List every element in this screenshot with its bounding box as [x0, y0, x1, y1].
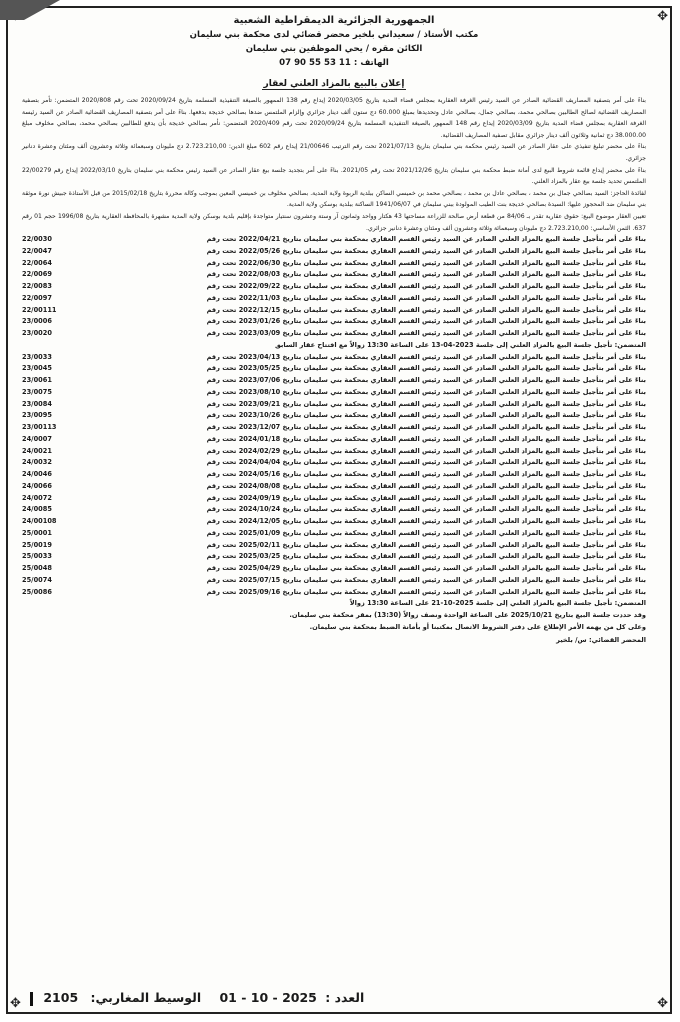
corner-ornament-icon: ✥	[657, 996, 668, 1011]
entry-text: المتضمن: تأجيل جلسة البيع بالمزاد العلني إلى جلسة 2025-10-21 على الساعة 13:30 زوالاً	[349, 599, 646, 608]
entry-text: بناءً على أمر بتأجيل جلسة البيع بالمزاد العلني الصادر عن السيد رئيس القسم العقاري بمحكمة بني سليمان بتاريخ 2022/11/03 تحت رقم	[206, 293, 646, 302]
list-item	[22, 575, 646, 587]
entry-text: بناءً على أمر بتأجيل جلسة البيع بالمزاد العلني الصادر عن السيد رئيس القسم العقاري بمحكمة بني سليمان بتاريخ 2023/05/25 تحت رقم	[206, 364, 646, 373]
phone-number: 07 90 55 53 11	[279, 58, 351, 68]
list-item	[22, 316, 646, 328]
entry-text: بناءً على أمر بتأجيل جلسة البيع بالمزاد العلني الصادر عن السيد رئيس القسم العقاري بمحكمة بني سليمان بتاريخ 2024/09/19 تحت رقم	[206, 493, 646, 502]
bailiff-office: مكتب الأستاذ / سعيداني بلخير محضر قضائي لدى محكمة بني سليمان	[189, 30, 479, 40]
entry-text: بناءً على أمر بتأجيل جلسة البيع بالمزاد العلني الصادر عن السيد رئيس القسم العقاري بمحكمة بني سليمان بتاريخ 2022/12/15 تحت رقم	[206, 305, 646, 314]
corner-ornament-icon: ✥	[10, 996, 21, 1011]
entry-number: 23/0020	[22, 329, 52, 338]
entry-number: 24/0007	[22, 434, 52, 443]
entry-number: 24/0085	[22, 505, 52, 514]
list-item	[22, 528, 646, 540]
list-item	[22, 258, 646, 270]
entry-number: 24/0046	[22, 470, 52, 479]
entry-text: بناءً على أمر بتأجيل جلسة البيع بالمزاد العلني الصادر عن السيد رئيس القسم العقاري بمحكمة بني سليمان بتاريخ 2025/02/11 تحت رقم	[206, 540, 646, 549]
list-item	[22, 387, 646, 399]
entry-text: بناءً على أمر بتأجيل جلسة البيع بالمزاد العلني الصادر عن السيد رئيس القسم العقاري بمحكمة بني سليمان بتاريخ 2024/02/29 تحت رقم	[206, 446, 646, 455]
entry-text: بناءً على أمر بتأجيل جلسة البيع بالمزاد العلني الصادر عن السيد رئيس القسم العقاري بمحكمة بني سليمان بتاريخ 2024/08/08 تحت رقم	[206, 481, 646, 490]
list-item	[22, 563, 646, 575]
list-item	[22, 551, 646, 563]
entry-text: بناءً على أمر بتأجيل جلسة البيع بالمزاد العلني الصادر عن السيد رئيس القسم العقاري بمحكمة بني سليمان بتاريخ 2022/06/30 تحت رقم	[206, 258, 646, 267]
entry-text: بناءً على أمر بتأجيل جلسة البيع بالمزاد العلني الصادر عن السيد رئيس القسم العقاري بمحكمة بني سليمان بتاريخ 2023/08/10 تحت رقم	[206, 387, 646, 396]
entry-text: بناءً على أمر بتأجيل جلسة البيع بالمزاد العلني الصادر عن السيد رئيس القسم العقاري بمحكمة بني سليمان بتاريخ 2025/04/29 تحت رقم	[206, 564, 646, 573]
entry-number: 22/0083	[22, 282, 52, 291]
entry-number: 23/0033	[22, 352, 52, 361]
entry-text: بناءً على أمر بتأجيل جلسة البيع بالمزاد العلني الصادر عن السيد رئيس القسم العقاري بمحكمة بني سليمان بتاريخ 2022/09/22 تحت رقم	[206, 282, 646, 291]
entry-text: بناءً على أمر بتأجيل جلسة البيع بالمزاد العلني الصادر عن السيد رئيس القسم العقاري بمحكمة بني سليمان بتاريخ 2023/10/26 تحت رقم	[206, 411, 646, 420]
entry-number: 24/00108	[22, 517, 57, 526]
list-item	[22, 422, 646, 434]
entry-text: بناءً على أمر بتأجيل جلسة البيع بالمزاد العلني الصادر عن السيد رئيس القسم العقاري بمحكمة بني سليمان بتاريخ 2025/01/09 تحت رقم	[206, 528, 646, 537]
entry-text: بناءً على أمر بتأجيل جلسة البيع بالمزاد العلني الصادر عن السيد رئيس القسم العقاري بمحكمة بني سليمان بتاريخ 2024/12/05 تحت رقم	[206, 517, 646, 526]
entry-number: 25/0001	[22, 528, 52, 537]
intro-paragraph: تعيين العقار موضوع البيع: حقوق عقارية تقدر بـ 84/06 من قطعة أرض صالحة للزراعة مساحتها 43 هكتار وواحد وثمانون آر وستة وعشرون سنتيار متواجدة بإقليم بلدية بوسكن ولاية المدية مشهرة بالمحافظة العقارية بتاريخ 1996/08 حجم 01 رقم 637. الثمن الأساسي: 2.723.210,00 دج مليونان وسبعمائة وثلاثة وعشرون ألف ومئتان وعشرة دنانير جزائري.	[22, 212, 646, 232]
entry-number: 23/0006	[22, 317, 52, 326]
list-item	[22, 446, 646, 458]
entry-number: 22/0097	[22, 293, 52, 302]
list-item	[22, 375, 646, 387]
entry-number: 23/0075	[22, 387, 52, 396]
entry-text: بناءً على أمر بتأجيل جلسة البيع بالمزاد العلني الصادر عن السيد رئيس القسم العقاري بمحكمة بني سليمان بتاريخ 2022/08/03 تحت رقم	[206, 270, 646, 279]
entry-text: بناءً على أمر بتأجيل جلسة البيع بالمزاد العلني الصادر عن السيد رئيس القسم العقاري بمحكمة بني سليمان بتاريخ 2023/12/07 تحت رقم	[206, 423, 646, 432]
list-item	[22, 352, 646, 364]
entry-number: 24/0032	[22, 458, 52, 467]
entry-number: 24/0066	[22, 481, 52, 490]
list-item	[22, 328, 646, 340]
list-item	[22, 504, 646, 516]
entry-number: 25/0019	[22, 540, 52, 549]
phone-label: الهاتف :	[353, 58, 389, 68]
entry-text: بناءً على أمر بتأجيل جلسة البيع بالمزاد العلني الصادر عن السيد رئيس القسم العقاري بمحكمة بني سليمان بتاريخ 2025/03/25 تحت رقم	[206, 552, 646, 561]
intro-paragraph: بناءً على أمر بتصفية المصاريف القضائية الصادر عن السيد رئيس الغرفة العقارية بمجلس قضاء المدية بتاريخ 2020/03/05 إيداع رقم 138 الممهور بالصيغة التنفيذية المسلمة بتاريخ 2020/09/24 تحت رقم 2020/808 المتضمن: تأمر بتصفية المصاريف القضائية لصالح الطالبين بصالحي محمد، بصالحي جمال، بصالحي عادل وتحديدها بمبلغ 60.000 دج ستون ألف دينار جزائري وإلزام الملتمس ضدها بصالحي خديجة بدفعها. بناءً على أمر بتصفية المصاريف القضائية الصادر عن السيد رئيسة الغرفة العقارية بمجلس قضاء المدية بتاريخ 2020/03/09 إيداع رقم 148 الممهور بالصيغة التنفيذية المسلمة بتاريخ 2020/09/24 تحت رقم 2020/409 المتضمن: نأمر بصالحي خديجة بأن يدفع للطالبين بصالحي محمد، بصالحي مخلوف مبلغ 38.000.00 دج ثمانية وثلاثون ألف دينار جزائري مقابل تصفية المصاريف القضائية.	[22, 97, 647, 139]
entry-text: بناءً على أمر بتأجيل جلسة البيع بالمزاد العلني الصادر عن السيد رئيس القسم العقاري بمحكمة بني سليمان بتاريخ 2024/04/04 تحت رقم	[206, 458, 646, 467]
intro-paragraph: بناءً على محضر تبليغ تنفيذي على عقار الصادر عن السيد رئيس محكمة بني سليمان بتاريخ 2021/07/13 تحت رقم الترتيب 21/00646 إيداع رقم 602 مبلغ الدين: 2.723.210,00 دج مليونان وسبعمائة وثلاثة وعشرون ألف ومئتان وعشرة دنانير جزائري.	[22, 143, 647, 162]
issue-number-label: العدد :	[325, 990, 365, 1005]
entry-text: بناءً على أمر بتأجيل جلسة البيع بالمزاد العلني الصادر عن السيد رئيس القسم العقاري بمحكمة بني سليمان بتاريخ 2023/09/21 تحت رقم	[206, 399, 646, 408]
list-item	[22, 469, 646, 481]
entry-number: 23/0045	[22, 364, 52, 373]
list-item	[22, 587, 646, 599]
footer-bar	[30, 992, 33, 1006]
list-item	[22, 246, 646, 258]
entry-number: 23/0084	[22, 399, 52, 408]
entry-text: بناءً على أمر بتأجيل جلسة البيع بالمزاد العلني الصادر عن السيد رئيس القسم العقاري بمحكمة بني سليمان بتاريخ 2025/07/15 تحت رقم	[206, 575, 646, 584]
list-item	[22, 434, 646, 446]
list-item	[22, 305, 646, 317]
list-item	[22, 363, 646, 375]
entry-number: 25/0033	[22, 552, 52, 561]
newspaper-name: الوسيط المغاربي:	[90, 990, 202, 1005]
list-item	[22, 399, 646, 411]
entry-number: 23/0095	[22, 411, 52, 420]
newspaper-footer	[30, 990, 650, 1010]
entry-text: المتضمن: تأجيل جلسة البيع بالمزاد العلني إلى جلسة 2023-04-13 على الساعة 13:30 زوالاً مع افتتاح عقار السابق	[274, 340, 646, 349]
entry-text: بناءً على أمر بتأجيل جلسة البيع بالمزاد العلني الصادر عن السيد رئيس القسم العقاري بمحكمة بني سليمان بتاريخ 2022/04/21 تحت رقم	[206, 235, 646, 244]
entry-number: 25/0086	[22, 587, 52, 596]
list-item	[22, 457, 646, 469]
phone-line	[22, 56, 646, 71]
entry-number: 22/0030	[22, 235, 52, 244]
list-item	[22, 293, 646, 305]
entry-number: 25/0074	[22, 575, 52, 584]
corner-ornament-icon: ✥	[657, 9, 668, 24]
entry-text: بناءً على أمر بتأجيل جلسة البيع بالمزاد العلني الصادر عن السيد رئيس القسم العقاري بمحكمة بني سليمان بتاريخ 2025/09/16 تحت رقم	[206, 587, 646, 596]
list-item	[22, 540, 646, 552]
list-item	[22, 516, 646, 528]
entry-text: بناءً على أمر بتأجيل جلسة البيع بالمزاد العلني الصادر عن السيد رئيس القسم العقاري بمحكمة بني سليمان بتاريخ 2023/03/09 تحت رقم	[206, 329, 646, 338]
closing-paragraph: وعلى كل من يهمه الأمر الإطلاع على دفتر الشروط الاتصال بمكتبنا أو بأمانة الضبط بمحكمة بني سليمان.	[309, 622, 646, 631]
intro-paragraph: بناءً على محضر إيداع قائمة شروط البيع لدى أمانة ضبط محكمة بني سليمان بتاريخ 2021/12/26 تحت رقم 2021/05. بناءً على أمر بتجديد جلسة بيع عقار الصادر عن السيد رئيس محكمة بني سليمان بتاريخ 2022/03/10 إيداع رقم 22/00279 الملتمس تحديد جلسة بيع عقار بالمزاد العلني.	[22, 166, 646, 186]
list-item	[22, 481, 646, 493]
entry-number: 23/00113	[22, 423, 57, 432]
list-item	[22, 234, 646, 246]
entry-text: بناءً على أمر بتأجيل جلسة البيع بالمزاد العلني الصادر عن السيد رئيس القسم العقاري بمحكمة بني سليمان بتاريخ 2024/10/24 تحت رقم	[206, 505, 646, 514]
list-item	[22, 598, 646, 610]
list-item	[22, 281, 646, 293]
entry-text: بناءً على أمر بتأجيل جلسة البيع بالمزاد العلني الصادر عن السيد رئيس القسم العقاري بمحكمة بني سليمان بتاريخ 2024/05/16 تحت رقم	[206, 470, 646, 479]
entry-number: 24/0021	[22, 446, 52, 455]
list-item	[22, 340, 646, 352]
republic-title: الجمهورية الجزائرية الديمقراطية الشعبية	[233, 15, 435, 26]
entry-number: 22/0064	[22, 258, 52, 267]
entry-number: 24/0072	[22, 493, 52, 502]
entry-number: 22/00111	[22, 305, 57, 314]
intro-paragraph: لفائدة الحاجز: السيد بصالحي جمال بن محمد ، بصالحي عادل بن محمد ، بصالحي محمد بن خميسي الساكن ببلدية الربوة ولاية المدية. بصالحي مخلوف بن خميسي المعين بموجب وكالة محررة بتاريخ 2015/02/18 من قبل الأستاذة جبيش نورة موثقة بني سليمان ضد المحجوز عليها: السيدة بصالحي خديجة بنت الطيب المولودة ببني سليمان في 1941/06/07 الساكنة ببلدية بوسكن ولاية المدية.	[22, 189, 646, 209]
adjournment-list	[22, 234, 646, 610]
closing-paragraph: وقد حددت جلسة البيع بتاريخ 2025/10/21 على الساعة الواحدة ونصف زوالاً (13:30) بمقر محكمة بني سليمان.	[289, 611, 646, 620]
issue-date: 2025 - 10 - 01	[219, 990, 317, 1005]
entry-number: 22/0047	[22, 246, 52, 255]
entry-text: بناءً على أمر بتأجيل جلسة البيع بالمزاد العلني الصادر عن السيد رئيس القسم العقاري بمحكمة بني سليمان بتاريخ 2024/01/18 تحت رقم	[206, 434, 646, 443]
list-item	[22, 493, 646, 505]
entry-text: بناءً على أمر بتأجيل جلسة البيع بالمزاد العلني الصادر عن السيد رئيس القسم العقاري بمحكمة بني سليمان بتاريخ 2023/04/13 تحت رقم	[206, 352, 646, 361]
entry-number: 25/0048	[22, 564, 52, 573]
entry-text: بناءً على أمر بتأجيل جلسة البيع بالمزاد العلني الصادر عن السيد رئيس القسم العقاري بمحكمة بني سليمان بتاريخ 2023/01/26 تحت رقم	[206, 317, 646, 326]
issue-number: 2105	[43, 990, 79, 1005]
list-item	[22, 269, 646, 281]
list-item	[22, 410, 646, 422]
entry-text: بناءً على أمر بتأجيل جلسة البيع بالمزاد العلني الصادر عن السيد رئيس القسم العقاري بمحكمة بني سليمان بتاريخ 2023/07/06 تحت رقم	[206, 376, 646, 385]
notice-title: إعلان بالبيع بالمزاد العلني لعقار	[263, 79, 405, 89]
entry-number: 23/0061	[22, 376, 52, 385]
entry-text: بناءً على أمر بتأجيل جلسة البيع بالمزاد العلني الصادر عن السيد رئيس القسم العقاري بمحكمة بني سليمان بتاريخ 2022/05/26 تحت رقم	[206, 246, 646, 255]
entry-number: 22/0069	[22, 270, 52, 279]
signature: المحضر القضائي: س/ بلخير	[556, 635, 646, 644]
legal-notice	[22, 14, 646, 646]
office-address: الكائن مقره / يحي الموظفين بني سليمان	[245, 44, 423, 54]
